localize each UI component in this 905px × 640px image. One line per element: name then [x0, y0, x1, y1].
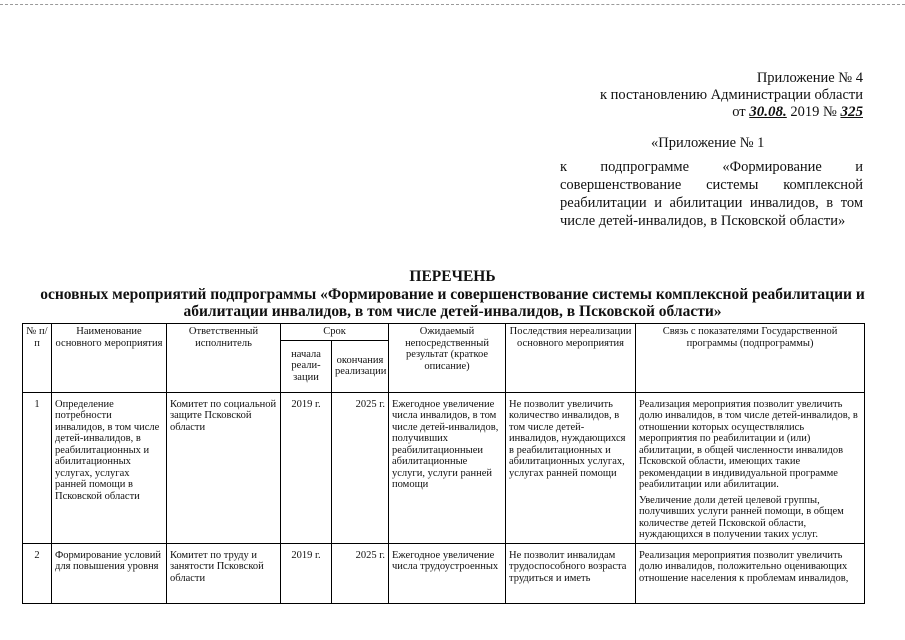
table-row — [23, 543, 865, 603]
appendix-date-line — [600, 104, 863, 121]
row-responsible: Комитет по социальной защите Псковской области — [167, 392, 281, 543]
row-name: Определение потребности инвалидов, в том числе детей-инвалидов, в реабилитационных и абилитационных услугах, услугах ранней помощи в Псковской области — [52, 392, 167, 543]
row-link-paragraph1: Реализация мероприятия позволит увеличить долю инвалидов, в том числе детей-инвалидов, в отношении которых осуществлялись мероприятия по реабилитации и (или) абилитации, в общей численности инвалидов Псковской области, имеющих такие рекомендации в индивидуальной программе реабилитации или абилитации. — [639, 398, 858, 490]
handwritten-number: 325 — [840, 104, 863, 120]
row-name: Формирование условий для повышения уровня — [52, 543, 167, 603]
document-subtitle-line1: основных мероприятий подпрограммы «Формирование и совершенствование системы комплексной реабилитации и — [40, 286, 865, 303]
annex1-title: «Приложение № 1 — [651, 135, 765, 151]
row-link: Реализация мероприятия позволит увеличить долю инвалидов, положительно оценивающих отношение населения к проблемам инвалидов, — [636, 543, 865, 603]
header-name: Наименование основного мероприятия — [52, 324, 167, 393]
row-start: 2019 г. — [281, 392, 332, 543]
row-expected: Ежегодное увеличение числа инвалидов, в том числе детей-инвалидов, получивших реабилитационныеи абилитационные услуги, услуги ранней помощи — [389, 392, 506, 543]
date-prefix: от — [732, 104, 746, 120]
table-header-row — [23, 324, 865, 341]
header-end: окончания реализации — [332, 340, 389, 392]
document-subtitle-line2: абилитации инвалидов, в том числе детей-инвалидов, в Псковской области» — [183, 303, 722, 320]
header-start: начала реали-зации — [281, 340, 332, 392]
measures-table — [22, 323, 865, 604]
header-expected: Ожидаемый непосредственный результат (краткое описание) — [389, 324, 506, 393]
row-end: 2025 г. — [332, 543, 389, 603]
row-end: 2025 г. — [332, 392, 389, 543]
header-link: Связь с показателями Государственной программы (подпрограммы) — [636, 324, 865, 393]
row-link — [636, 392, 865, 543]
document-title: ПЕРЕЧЕНЬ — [409, 268, 496, 285]
row-num: 1 — [23, 392, 52, 543]
appendix-line1: Приложение № 4 — [756, 70, 863, 86]
row-responsible: Комитет по труду и занятости Псковской области — [167, 543, 281, 603]
row-consequences: Не позволит инвалидам трудоспособного возраста трудиться и иметь — [506, 543, 636, 603]
appendix-line2: к постановлению Администрации области — [599, 87, 863, 103]
row-start: 2019 г. — [281, 543, 332, 603]
appendix-block — [600, 70, 863, 121]
annex1-description: к подпрограмме «Формирование и совершенствование системы комплексной реабилитации и абилитации инвалидов, в том числе детей-инвалидов, в Псковской области» — [560, 159, 863, 229]
handwritten-date: 30.08. — [749, 104, 787, 120]
header-consequences: Последствия нереализации основного мероприятия — [506, 324, 636, 393]
header-responsible: Ответственный исполнитель — [167, 324, 281, 393]
row-expected: Ежегодное увеличение числа трудоустроенных — [389, 543, 506, 603]
row-link-paragraph2: Увеличение доли детей целевой группы, получивших услуги ранней помощи, в общем количестве детей Псковской области, нуждающихся в получении таких услуг. — [639, 494, 844, 540]
header-term: Срок — [281, 324, 389, 341]
scan-top-edge — [0, 4, 905, 5]
table-row — [23, 392, 865, 543]
header-num: № п/п — [23, 324, 52, 393]
year-and-number-label: 2019 № — [790, 104, 837, 120]
row-consequences: Не позволит увеличить количество инвалидов, в том числе детей-инвалидов, нуждающихся в реабилитационных и абилитационных услугах, услугах ранней помощи — [506, 392, 636, 543]
row-num: 2 — [23, 543, 52, 603]
